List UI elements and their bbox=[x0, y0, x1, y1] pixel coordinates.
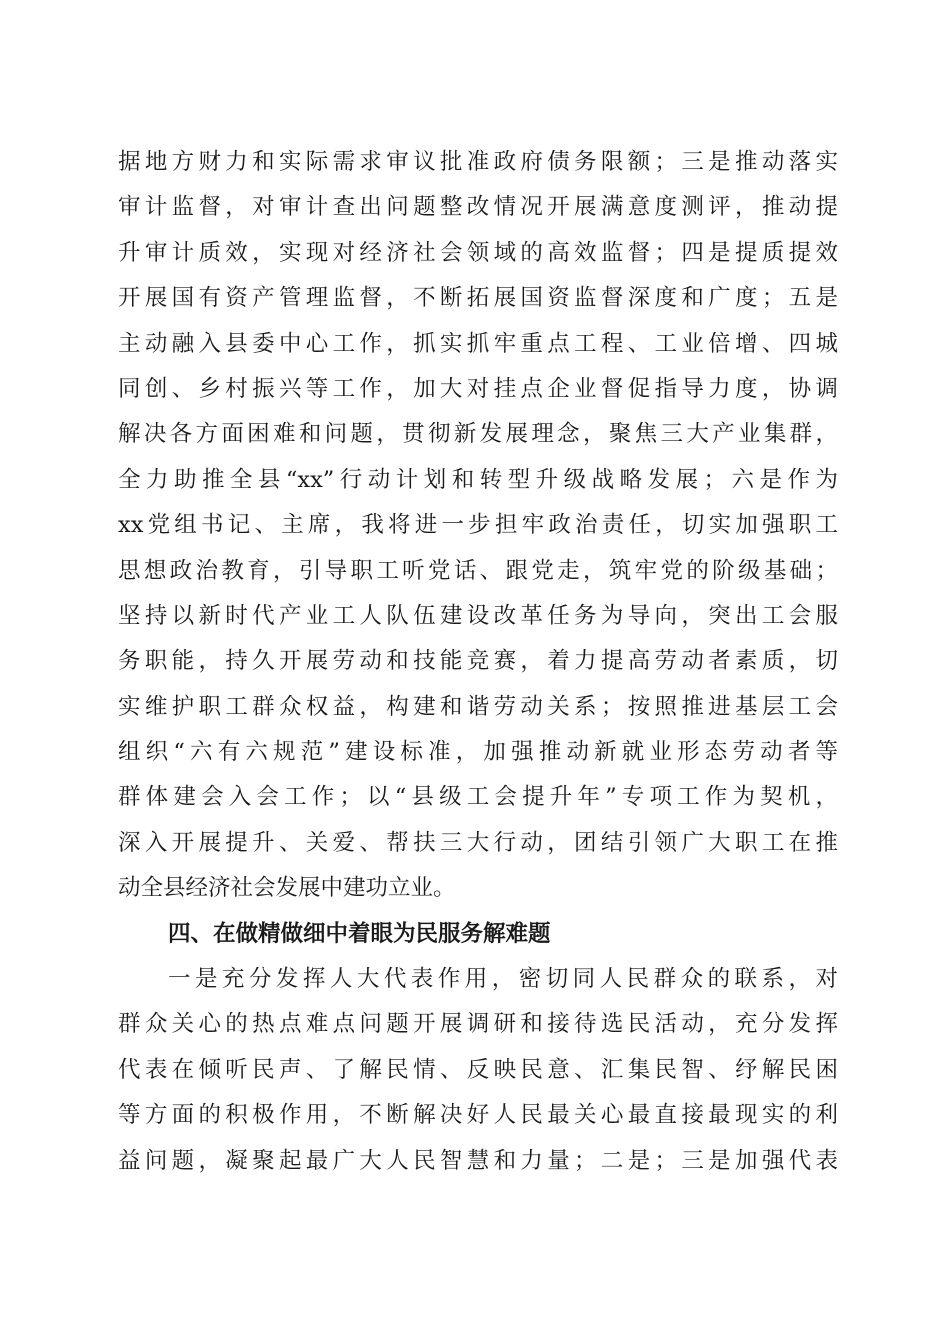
paragraph-line: 主动融入县委中心工作，抓实抓牢重点工程、工业倍增、四城 bbox=[118, 330, 838, 357]
paragraph-line: 等方面的积极作用，不断解决好人民最关心最直接最现实的利 bbox=[118, 1102, 838, 1129]
paragraph-line: 同创、乡村振兴等工作，加大对挂点企业督促指导力度，协调 bbox=[118, 375, 838, 402]
paragraph-line: 思想政治教育，引导职工听党话、跟党走，筑牢党的阶级基础； bbox=[118, 557, 838, 584]
paragraph-line: 动全县经济社会发展中建功立业。 bbox=[118, 875, 456, 902]
paragraph-line: 群众关心的热点难点问题开展调研和接待选民活动，充分发挥 bbox=[118, 1011, 838, 1038]
document-body bbox=[118, 140, 838, 1184]
paragraph-line: 益问题，凝聚起最广大人民智慧和力量；二是；三是加强代表 bbox=[118, 1147, 838, 1174]
paragraph-line: 升审计质效，实现对经济社会领域的高效监督；四是提质提效 bbox=[118, 239, 838, 266]
paragraph-line: 群体建会入会工作；以“县级工会提升年”专项工作为契机， bbox=[118, 784, 838, 811]
paragraph-line: 全力助推全县“xx”行动计划和转型升级战略发展；六是作为 bbox=[118, 466, 838, 493]
paragraph-line: xx党组书记、主席，我将进一步担牢政治责任，切实加强职工 bbox=[118, 512, 838, 539]
paragraph-line: 务职能，持久开展劳动和技能竞赛，着力提高劳动者素质，切 bbox=[118, 648, 838, 675]
paragraph-line: 据地方财力和实际需求审议批准政府债务限额；三是推动落实 bbox=[118, 149, 838, 175]
section-four-heading: 四、在做精做细中着眼为民服务解难题 bbox=[168, 920, 551, 947]
section-four-body bbox=[118, 957, 838, 1184]
paragraph-line: 解决各方面困难和问题，贯彻新发展理念，聚焦三大产业集群， bbox=[118, 421, 838, 448]
paragraph-line: 实维护职工群众权益，构建和谐劳动关系；按照推进基层工会 bbox=[118, 693, 838, 720]
paragraph-line: 坚持以新时代产业工人队伍建设改革任务为导向，突出工会服 bbox=[118, 602, 838, 629]
section-three-continued bbox=[118, 140, 838, 912]
paragraph-line: 一是充分发挥人大代表作用，密切同人民群众的联系，对 bbox=[168, 966, 838, 993]
paragraph-line: 开展国有资产管理监督，不断拓展国资监督深度和广度；五是 bbox=[118, 285, 838, 312]
paragraph-line: 组织“六有六规范”建设标准，加强推动新就业形态劳动者等 bbox=[118, 739, 838, 766]
paragraph-line: 深入开展提升、关爱、帮扶三大行动，团结引领广大职工在推 bbox=[118, 829, 838, 856]
paragraph-line: 审计监督，对审计查出问题整改情况开展满意度测评，推动提 bbox=[118, 194, 838, 221]
paragraph-line: 代表在倾听民声、了解民情、反映民意、汇集民智、纾解民困 bbox=[118, 1056, 838, 1083]
